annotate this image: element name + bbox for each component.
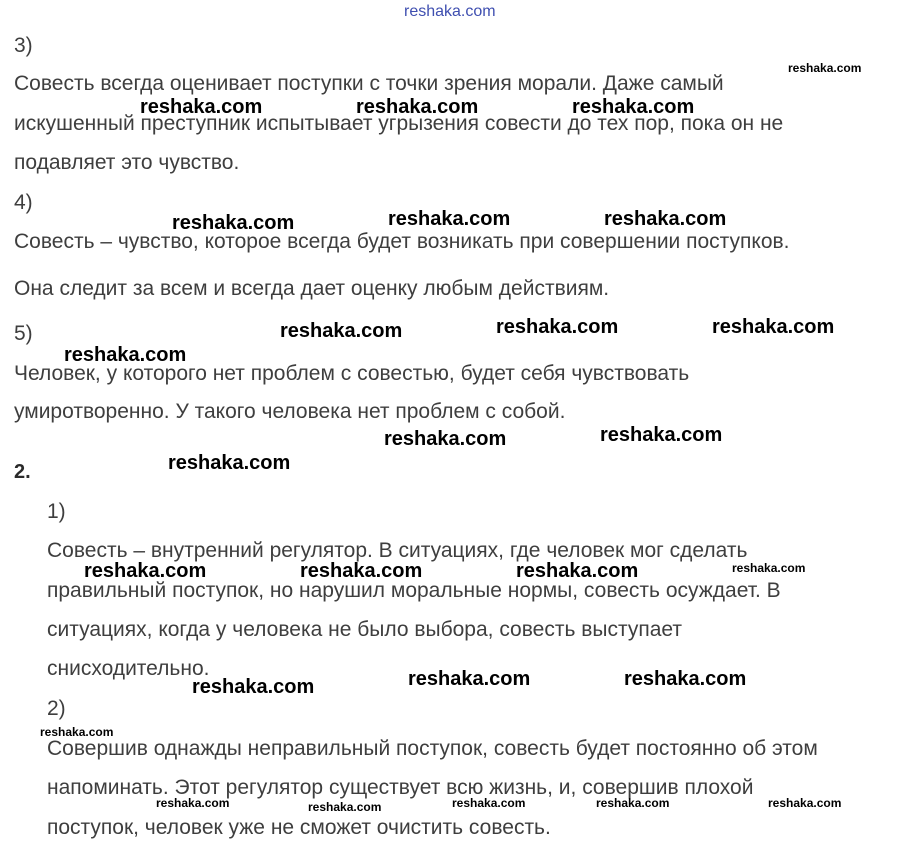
section-2-item-number-1: 1) xyxy=(47,500,66,523)
section-2-item-2-line-2: напоминать. Этот регулятор существует всю жизнь, и, совершив плохой xyxy=(47,776,754,799)
watermark: reshaka.com xyxy=(84,560,207,582)
watermark: reshaka.com xyxy=(140,96,263,118)
section-2-item-1-line-2: правильный поступок, но нарушил моральные нормы, совесть осуждает. В xyxy=(47,579,781,602)
watermark: reshaka.com xyxy=(516,560,639,582)
watermark: reshaka.com xyxy=(64,344,187,366)
watermark: reshaka.com xyxy=(624,668,747,690)
section-2-item-2-line-1: Совершив однажды неправильный поступок, совесть будет постоянно об этом xyxy=(47,737,818,760)
item-5-line-2: умиротворенно. У такого человека нет проблем с собой. xyxy=(14,400,566,423)
watermark-small: reshaka.com xyxy=(788,61,862,75)
watermark-small: reshaka.com xyxy=(308,800,382,814)
watermark: reshaka.com xyxy=(384,428,507,450)
watermark: reshaka.com xyxy=(572,96,695,118)
watermark-small: reshaka.com xyxy=(596,796,670,810)
watermark-top: reshaka.com xyxy=(404,3,496,20)
watermark: reshaka.com xyxy=(280,320,403,342)
watermark: reshaka.com xyxy=(408,668,531,690)
item-number-5: 5) xyxy=(14,322,33,345)
item-number-3: 3) xyxy=(14,34,33,57)
section-2-number: 2. xyxy=(14,461,31,483)
item-3-line-1: Совесть всегда оценивает поступки с точки зрения морали. Даже самый xyxy=(14,72,724,95)
watermark: reshaka.com xyxy=(388,208,511,230)
item-number-4: 4) xyxy=(14,191,33,214)
watermark-small: reshaka.com xyxy=(452,796,526,810)
watermark: reshaka.com xyxy=(600,424,723,446)
section-2-item-2-line-3: поступок, человек уже не сможет очистить совесть. xyxy=(47,816,551,839)
watermark-small: reshaka.com xyxy=(156,796,230,810)
watermark-small: reshaka.com xyxy=(768,796,842,810)
section-2-item-number-2: 2) xyxy=(47,697,66,720)
item-3-line-2: искушенный преступник испытывает угрызения совести до тех пор, пока он не xyxy=(14,112,784,135)
item-3-line-3: подавляет это чувство. xyxy=(14,151,240,174)
item-4-line-2: Она следит за всем и всегда дает оценку любым действиям. xyxy=(14,277,610,300)
watermark: reshaka.com xyxy=(172,212,295,234)
watermark: reshaka.com xyxy=(192,676,315,698)
section-2-item-1-line-1: Совесть – внутренний регулятор. В ситуациях, где человек мог сделать xyxy=(47,539,748,562)
watermark: reshaka.com xyxy=(300,560,423,582)
item-5-line-1: Человек, у которого нет проблем с совестью, будет себя чувствовать xyxy=(14,362,690,385)
watermark: reshaka.com xyxy=(712,316,835,338)
watermark-small: reshaka.com xyxy=(732,561,806,575)
watermark: reshaka.com xyxy=(496,316,619,338)
watermark-small: reshaka.com xyxy=(40,725,114,739)
item-4-line-1: Совесть – чувство, которое всегда будет возникать при совершении поступков. xyxy=(14,230,790,253)
section-2-item-1-line-4: снисходительно. xyxy=(47,657,210,680)
watermark: reshaka.com xyxy=(168,452,291,474)
watermark: reshaka.com xyxy=(356,96,479,118)
watermark: reshaka.com xyxy=(604,208,727,230)
section-2-item-1-line-3: ситуациях, когда у человека не было выбора, совесть выступает xyxy=(47,618,682,641)
